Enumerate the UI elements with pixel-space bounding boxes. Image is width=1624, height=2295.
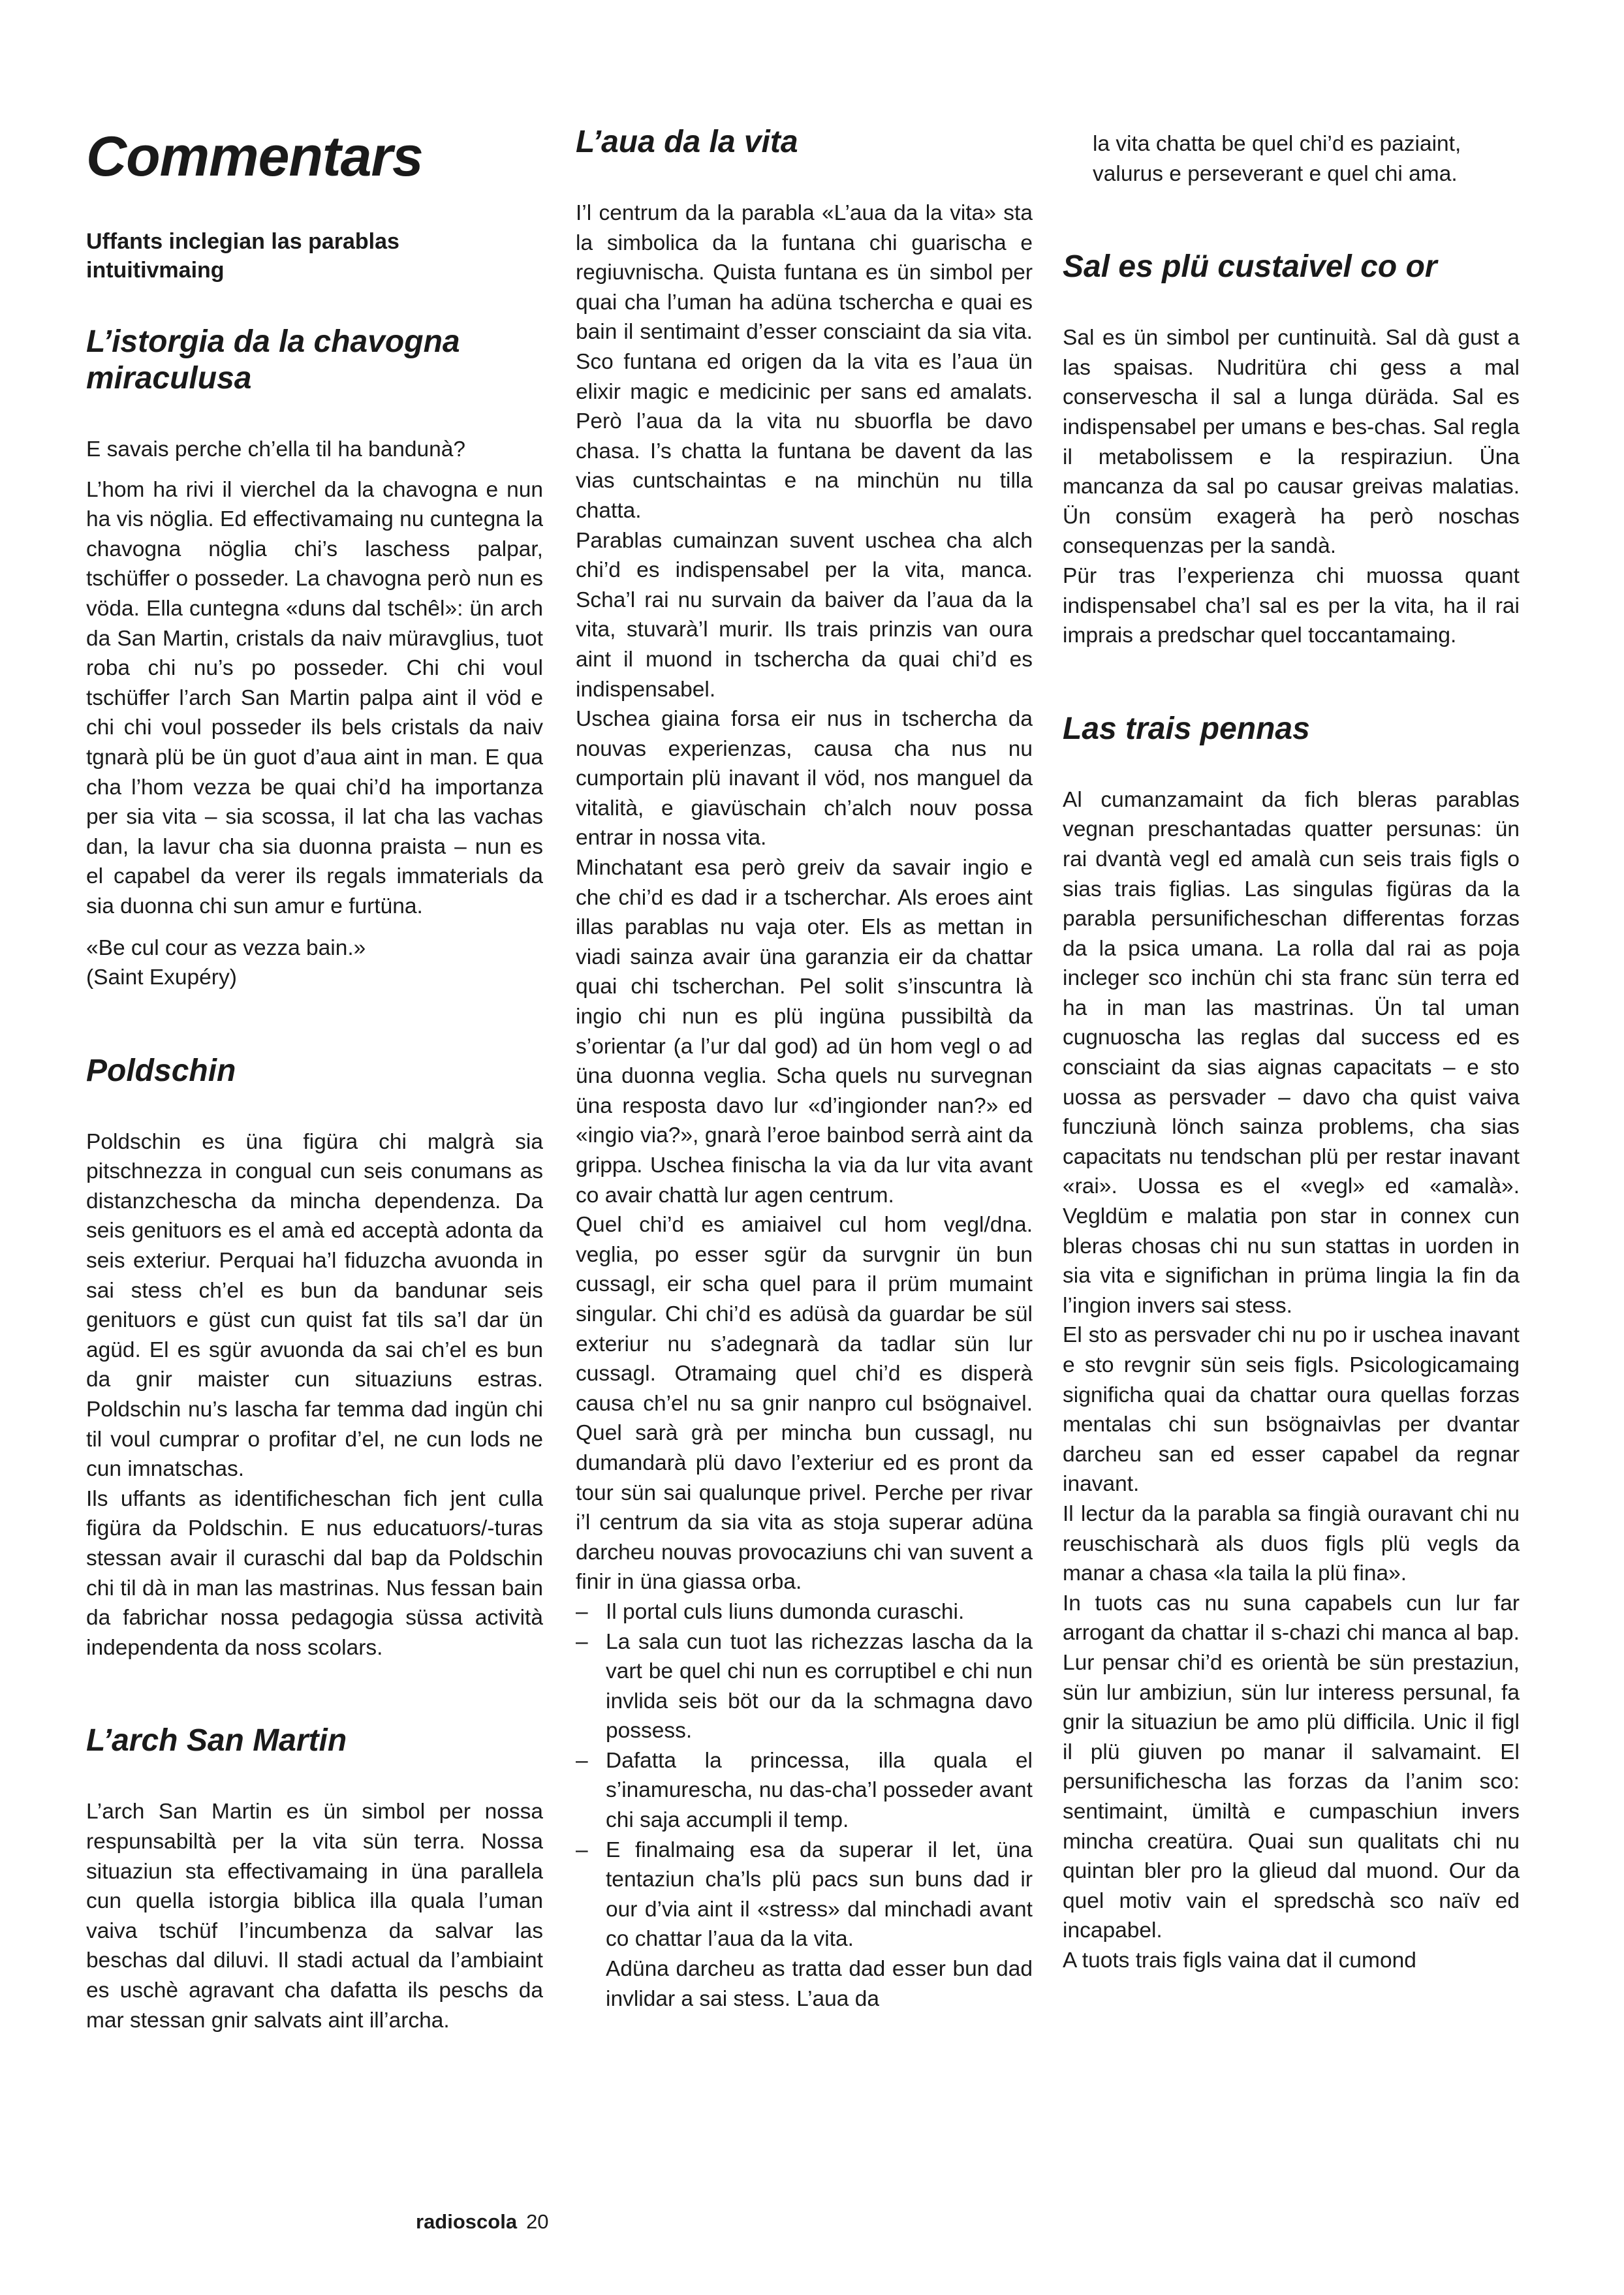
page-title: Commentars <box>86 125 423 188</box>
paragraph: Il lectur da la parabla sa fingià ouravant chi nu reuschischarà als duos figls plü vegls da manar a chasa «la taila la plü fina». <box>1063 1501 1520 1586</box>
page-footer <box>416 2209 549 2235</box>
section-heading: L’istorgia da la chavogna miraculusa <box>86 324 460 396</box>
list-item: – La sala cun tuot las richezzas lascha da la vart be quel chi nun es corruptibel e chi nun invlida seis böt our da la schmagna davo possess. <box>576 1629 1033 1743</box>
publication-name: radioscola <box>416 2210 518 2233</box>
section-heading: Sal es plü custaivel co or <box>1063 249 1437 285</box>
paragraph: Al cumanzamaint da fich bleras parablas vegnan preschantadas quatter persunas: ün rai dvantà vegl ed amalà cun seis trais figls o sias trais figlias. Las singulas figüras da la parabla persunificheschan differentas forzas da la psica umana. La rolla dal rai as poja incleger sco inchün chi sta franc sün terra ed ha in man las mastrinas. Ün tal uman cugnuoscha las reglas dal success ed es consciaint da sias aignas capacitats – e sto uossa as persvader – davo cha quist vaiva funcziunà lönch sainza problems, cha sias capacitats nu tendschan plü per restar inavant «rai». Uossa es el «vegl» ed «amalà». Vegldüm e malatia pon star in connex cun bleras chosas chi nu sun stattas in uorden in sia vita e significhan in prüma lingia la fin da l’ingion invers sai stess. <box>1063 787 1520 1318</box>
list-item-text: E finalmaing esa da superar il let, üna tentaziun cha’ls plü pacs sun buns dad ir our d’via aint il «stress» dal minchadi avant co chattar l’aua da la vita. <box>606 1837 1033 1952</box>
list-item: – Il portal culs liuns dumonda curaschi. <box>576 1599 965 1624</box>
list-item-text: Dafatta la princessa, illa quala el s’inamurescha, nu das-cha’l posseder avant chi saja accumpli il temp. <box>606 1748 1033 1833</box>
section-chavogna <box>86 324 543 993</box>
paragraph: Adüna darcheu as tratta dad esser bun dad invlidar a sai stess. L’aua da <box>606 1957 1033 2011</box>
list-item-text: Il portal culs liuns dumonda curaschi. <box>606 1599 965 1624</box>
section-heading: L’arch San Martin <box>86 1723 347 1758</box>
column-middle <box>576 124 1033 2014</box>
section-trais-pennas <box>1063 711 1520 1976</box>
paragraph: E savais perche ch’ella til ha bandunà? <box>86 437 466 461</box>
paragraph: In tuots cas nu suna capabels cun lur far arrogant da chattar il s-chazi chi manca al bap. Lur pensar chi’d es orientà be sün prestaziun, sün lur ambiziun, sün lur interess persunal, fa gnir la situaziun be amo plü difficila. Unic il figl il plü giuven po manar il salvamaint. El persunifichescha las forzas da l’anim sco: sentimaint, ümiltà e cumpaschiun invers mincha creatüra. Quai sun qualitats chi nu quintan bler pro la glieud dal muond. Our da quel motiv vain el spredschà sco naïv ed incapabel. <box>1063 1591 1520 1943</box>
section-heading: Poldschin <box>86 1053 236 1088</box>
paragraph: Pür tras l’experienza chi muossa quant indispensabel cha’l sal es per la vita, ha il rai imprais a predschar quel toccantamaing. <box>1063 563 1520 648</box>
paragraph: Uschea giaina forsa eir nus in tschercha da nouvas experienzas, causa cha nus nu cumportain plü inavant il vöd, nos manguel da vitalità, e giavüschain ch’alch nouv possa entrar in nossa vita. <box>576 707 1033 851</box>
column-right <box>1063 129 1520 2035</box>
subtitle: Uffants inclegian las parablas intuitivmaing <box>86 229 399 283</box>
paragraph: Poldschin es üna figüra chi malgrà sia pitschnezza in congual cun seis conumans as distanzchescha da mincha dependenza. Da seis genituors es el amà ed acceptà adonta da seis exteriur. Perquai ha’l fiduzcha avuonda in sai stess ch’el es bun da bandunar seis genituors e güst cun quist fat tils sa’l dar ün agüd. El es sgür avuonda da sai ch’el es bun da gnir maister cun situaziuns estras. Poldschin nu’s lascha far temma dad ingün chi til voul cumprar o profitar d’el, ne cun lods ne cun imnatschas. <box>86 1129 543 1482</box>
section-poldschin <box>86 1053 543 1663</box>
dash-list <box>576 1597 1033 1954</box>
paragraph: la vita chatta be quel chi’d es paziaint, valurus e perseverant e quel chi ama. <box>1093 132 1461 186</box>
paragraph: El sto as persvader chi nu po ir uschea inavant e sto revgnir sün seis figls. Psicologicamaing significha quai da chattar oura quellas forzas mentalas chi sun bsögnaivlas per dvantar darcheu san ed esser capabel da regnar inavant. <box>1063 1323 1520 1497</box>
list-item: – E finalmaing esa da superar il let, üna tentaziun cha’ls plü pacs sun buns dad ir our d’via aint il «stress» dal minchadi avant co chattar l’aua da la vita. <box>576 1837 1033 1952</box>
paragraph: L’arch San Martin es ün simbol per nossa respunsabiltà per la vita sün terra. Nossa situaziun sta effectivamaing in üna parallela cun quella istorgia biblica illa quala l’uman vaiva tschüf l’incumbenza da salvar las beschas dal diluvi. Il stadi actual da l’ambiaint es uschè agravant cha dafatta ils peschs da mar stessan gnir salvats aint ill’archa. <box>86 1800 543 2033</box>
section-heading: Las trais pennas <box>1063 711 1310 746</box>
paragraph: Ils uffants as identificheschan fich jent culla figüra da Poldschin. E nus educatuors/-turas stessan avair il curaschi dal bap da Poldschin chi til dà in man las mastrinas. Nus fessan bain da fabrichar nossa pedagogia süssa actività independenta da noss scolars. <box>86 1486 543 1660</box>
list-item-text: La sala cun tuot las richezzas lascha da la vart be quel chi nun es corruptibel e chi nun invlida seis böt our da la schmagna davo possess. <box>606 1629 1033 1743</box>
paragraph: I’l centrum da la parabla «L’aua da la vita» sta la simbolica da la funtana chi guarischa e regiuvnischa. Quista funtana es ün simbol per quai cha l’uman ha adüna tschercha e quai es bain il sentimaint d’esser consciaint da sia vita. Sco funtana ed origen da la vita es l’aua ün elixir magic e medicinic per sans ed amalats. Però l’aua da la vita nu sbuorfla be davo chasa. I’s chatta la funtana be davent da las vias cuntschaintas e na minchün nu tilla chatta. <box>576 201 1033 523</box>
quote-block <box>86 933 543 993</box>
list-item: – Dafatta la princessa, illa quala el s’inamurescha, nu das-cha’l posseder avant chi saja accumpli il temp. <box>576 1748 1033 1833</box>
quote-author: (Saint Exupéry) <box>86 965 237 990</box>
paragraph: Quel chi’d es amiaivel cul hom vegl/dna. veglia, po esser sgür da survgnir ün bun cussagl, eir scha quel para il prüm mumaint singular. Chi chi’d es adüsà da guardar be sül exteriur nu s’adegnarà da tadlar sün lur cussagl. Otramaing quel chi’d es disperà causa ch’el nu sa gnir nanpro cul bsögnaivel. Quel sarà grà per mincha bun cussagl, nu dumandarà plü davo l’exteriur ed es pront da tour sün sai qualunque privel. Perche per rivar i’l centrum da sia vita as stoja superar adüna darcheu nouvas provocaziuns chi van suvent a finir in üna giassa orba. <box>576 1213 1033 1595</box>
section-heading: L’aua da la vita <box>576 125 798 159</box>
paragraph: Sal es ün simbol per cuntinuità. Sal dà gust a las spaisas. Nudritüra chi gess a mal conservescha il sal a lunga düräda. Sal es indispensabel per umans e bes-chas. Sal regla il metabolissem e la respiraziun. Üna mancanza da sal po causar greivas malatias. Ün consüm exagerà ha però noschas consequenzas per la sandà. <box>1063 326 1520 559</box>
paragraph: A tuots trais figls vaina dat il cumond <box>1063 1948 1416 1973</box>
page-number: 20 <box>526 2210 549 2233</box>
column-left <box>86 124 543 2095</box>
paragraph: L’hom ha rivi il vierchel da la chavogna e nun ha vis nöglia. Ed effectivamaing nu cuntegna la chavogna nöglia chi’s laschess palpar, tschüffer o posseder. La chavogna però nun es vöda. Ella cuntegna «duns dal tschêl»: ün arch da San Martin, cristals da naiv müravglius, tuot roba chi nu’s po posseder. Chi chi voul tschüffer l’arch San Martin palpa aint il vöd e chi chi voul posseder ils bels cristals da naiv tgnarà plü be ün guot d’aua aint in man. E qua cha l’hom vezza be quai chi’d ha importanza per sia vita – sia scossa, il lat cha las vachas dan, la lavur cha sia duonna praista – nun es el capabel da verer ils regals immaterials da sia duonna chi sun amur e furtüna. <box>86 477 543 918</box>
section-sal <box>1063 249 1520 651</box>
quote-text: «Be cul cour as vezza bain.» <box>86 935 366 960</box>
section-arch-san-martin <box>86 1723 543 2035</box>
paragraph: Parablas cumainzan suvent uschea cha alch chi’d es indispensabel per la vita, manca. Scha’l rai nu survain da baiver da l’aua da la vita, stuvarà’l murir. Ils trais prinzis van oura aint il muond in tschercha da quai chi’d es indispensabel. <box>576 528 1033 702</box>
paragraph: Minchatant esa però greiv da savair ingio e che chi’d es dad ir a tscherchar. Als eroes aint illas parablas nu vaja oter. Els as mettan in viadi sainza avair üna garanzia eir da chattar quai chi tscherchan. Pel solit s’inscuntra là ingio chi nun es plü ingüna pussibiltà da s’orientar (a l’ur dal god) ad ün hom vegl o ad üna duonna veglia. Scha quels nu survegnan üna resposta davo lur «d’ingionder nan?» ed «ingio via?», gnarà l’eroe bainbod serrà aint da grippa. Uschea finischa la via da lur vita avant co avair chattà lur agen centrum. <box>576 856 1033 1208</box>
